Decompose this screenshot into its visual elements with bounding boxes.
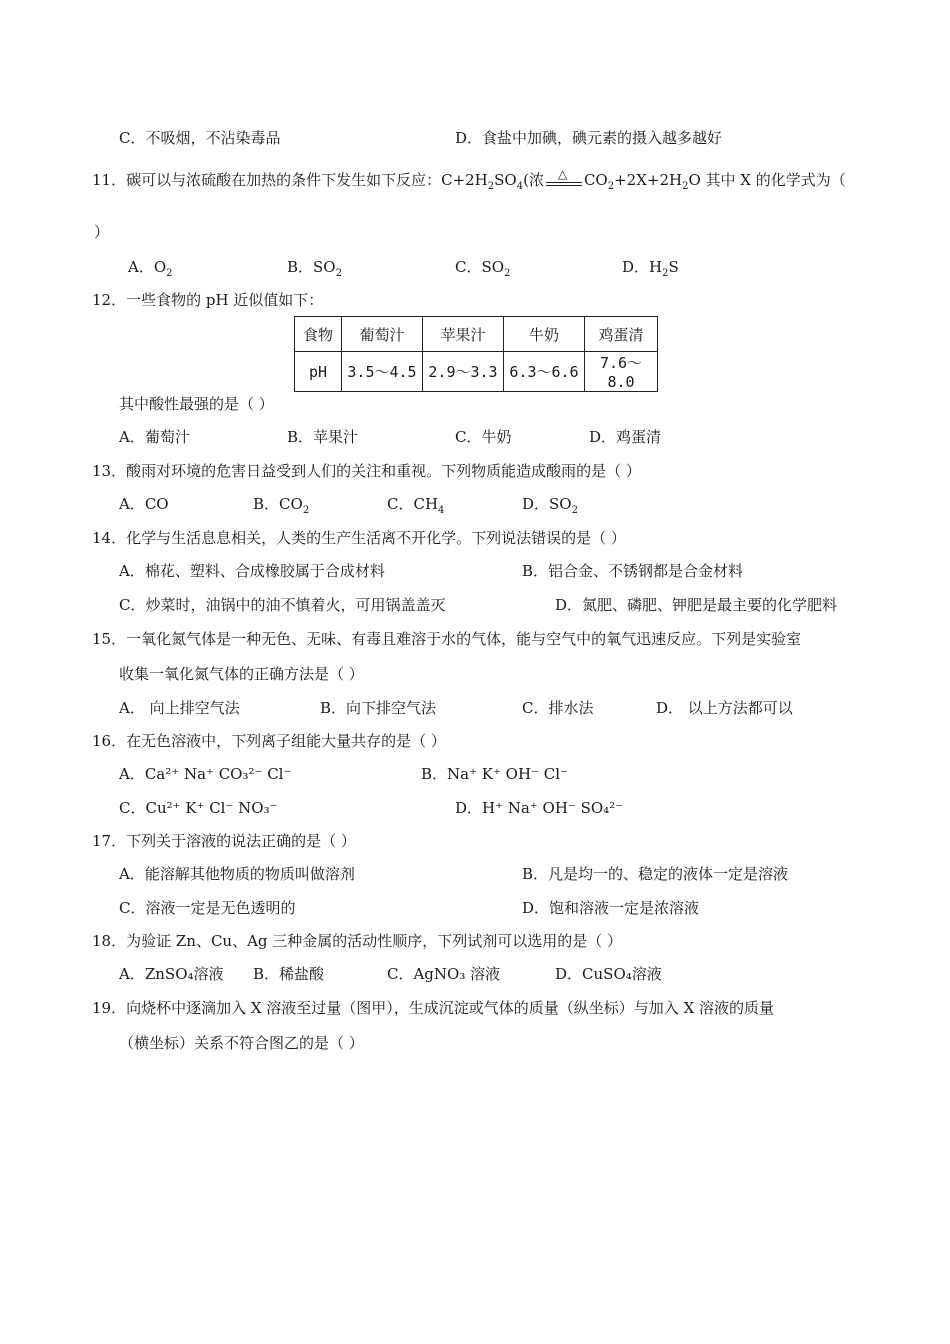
q11-close-paren: ） xyxy=(94,223,110,241)
q12-option-d: D．鸡蛋清 xyxy=(589,428,662,446)
q11-co: CO xyxy=(583,171,608,189)
q12-option-a: A．葡萄汁 xyxy=(119,428,190,446)
q11-stem xyxy=(92,167,846,192)
q18-option-c: C．AgNO₃ 溶液 xyxy=(387,965,501,983)
q11-option-a: A．$O_2$ xyxy=(128,258,173,279)
ph-table-cell: pH xyxy=(295,352,342,392)
q16-option-b: B．Na⁺ K⁺ OH⁻ Cl⁻ xyxy=(421,765,568,783)
q10-option-d: D．食盐中加碘，碘元素的摄入越多越好 xyxy=(455,129,723,147)
q12-option-c: C．牛奶 xyxy=(455,428,512,446)
q12-question: 其中酸性最强的是（ ） xyxy=(119,395,274,413)
ph-table-cell: 食物 xyxy=(295,317,342,352)
q13-option-c: C．$CH_4$ xyxy=(387,495,445,516)
q18-option-d: D．CuSO₄溶液 xyxy=(555,965,662,983)
q14-option-d: D．氮肥、磷肥、钾肥是最主要的化学肥料 xyxy=(555,596,838,614)
reaction-arrow xyxy=(544,167,584,190)
ph-table-header-row xyxy=(295,317,658,352)
q13-option-a: A．CO xyxy=(119,495,169,513)
q11-stem-pre: 11．碳可以与浓硫酸在加热的条件下发生如下反应：C+2H xyxy=(92,171,488,189)
q13-stem: 13．酸雨对环境的危害日益受到人们的关注和重视。下列物质能造成酸雨的是（ ） xyxy=(92,462,641,480)
q16-option-d: D．H⁺ Na⁺ OH⁻ SO₄²⁻ xyxy=(455,799,624,817)
q11-option-c: C．$SO_2$ xyxy=(455,258,511,279)
q15-stem-line1: 15．一氧化氮气体是一种无色、无味、有毒且难溶于水的气体，能与空气中的氧气迅速反应。下列是实验室 xyxy=(92,630,802,648)
q16-option-c: C．Cu²⁺ K⁺ Cl⁻ NO₃⁻ xyxy=(119,799,278,817)
q11-sub: 2 xyxy=(682,181,689,192)
q11-post: O 其中 X 的化学式为（ xyxy=(688,171,846,189)
q19-stem-line2: （横坐标）关系不符合图乙的是（ ） xyxy=(119,1034,364,1052)
q12-option-b: B．苹果汁 xyxy=(287,428,359,446)
q11-sub: 2 xyxy=(487,181,495,192)
ph-table-cell: 鸡蛋清 xyxy=(585,317,658,352)
heat-triangle-icon: △ xyxy=(557,167,568,181)
q11-sub: 4 xyxy=(516,181,524,192)
q13-option-b: B．$CO_2$ xyxy=(253,495,310,516)
q15-option-b: B．向下排空气法 xyxy=(320,699,437,717)
ph-table-cell: 7.6～8.0 xyxy=(585,352,658,392)
q11-so: SO xyxy=(494,171,517,189)
q11-conc: (浓 xyxy=(523,171,544,189)
q18-option-b: B．稀盐酸 xyxy=(253,965,325,983)
q11-option-d: D．$H_2S$ xyxy=(622,258,679,279)
ph-table-cell: 牛奶 xyxy=(504,317,585,352)
q18-stem: 18．为验证 Zn、Cu、Ag 三种金属的活动性顺序，下列试剂可以选用的是（ ） xyxy=(92,932,623,950)
q15-option-c: C．排水法 xyxy=(522,699,594,717)
q13-option-d: D．$SO_2$ xyxy=(522,495,578,516)
ph-table xyxy=(294,316,658,392)
q14-option-a: A．棉花、塑料、合成橡胶属于合成材料 xyxy=(119,562,385,580)
q17-option-d: D．饱和溶液一定是浓溶液 xyxy=(522,899,700,917)
q10-option-c: C．不吸烟，不沾染毒品 xyxy=(119,129,281,147)
q14-option-c: C．炒菜时，油锅中的油不慎着火，可用锅盖盖灭 xyxy=(119,596,446,614)
q16-stem: 16．在无色溶液中，下列离子组能大量共存的是（ ） xyxy=(92,732,446,750)
q15-option-d: D． 以上方法都可以 xyxy=(656,699,793,717)
q11-sub: 2 xyxy=(607,181,615,192)
q17-option-a: A．能溶解其他物质的物质叫做溶剂 xyxy=(119,865,355,883)
ph-table-cell: 6.3～6.6 xyxy=(504,352,585,392)
q17-stem: 17．下列关于溶液的说法正确的是（ ） xyxy=(92,832,356,850)
ph-table-cell: 2.9～3.3 xyxy=(423,352,504,392)
ph-table-row xyxy=(295,352,658,392)
q15-stem-line2: 收集一氧化氮气体的正确方法是（ ） xyxy=(119,665,364,683)
q19-stem-line1: 19．向烧杯中逐滴加入 X 溶液至过量（图甲），生成沉淀或气体的质量（纵坐标）与加入 X 溶液的质量 xyxy=(92,999,775,1017)
ph-table-cell: 葡萄汁 xyxy=(342,317,423,352)
q11-mid: +2X+2H xyxy=(614,171,683,189)
q12-stem: 12．一些食物的 pH 近似值如下： xyxy=(92,291,324,309)
q17-option-c: C．溶液一定是无色透明的 xyxy=(119,899,296,917)
ph-table-cell: 3.5～4.5 xyxy=(342,352,423,392)
q18-option-a: A．ZnSO₄溶液 xyxy=(119,965,224,983)
ph-table-cell: 苹果汁 xyxy=(423,317,504,352)
q16-option-a: A．Ca²⁺ Na⁺ CO₃²⁻ Cl⁻ xyxy=(119,765,292,783)
q14-option-b: B．铝合金、不锈钢都是合金材料 xyxy=(522,562,744,580)
q17-option-b: B．凡是均一的、稳定的液体一定是溶液 xyxy=(522,865,789,883)
q15-option-a: A． 向上排空气法 xyxy=(119,699,240,717)
q14-stem: 14．化学与生活息息相关，人类的生产生活离不开化学。下列说法错误的是（ ） xyxy=(92,529,626,547)
q11-option-b: B．$SO_2$ xyxy=(287,258,342,279)
